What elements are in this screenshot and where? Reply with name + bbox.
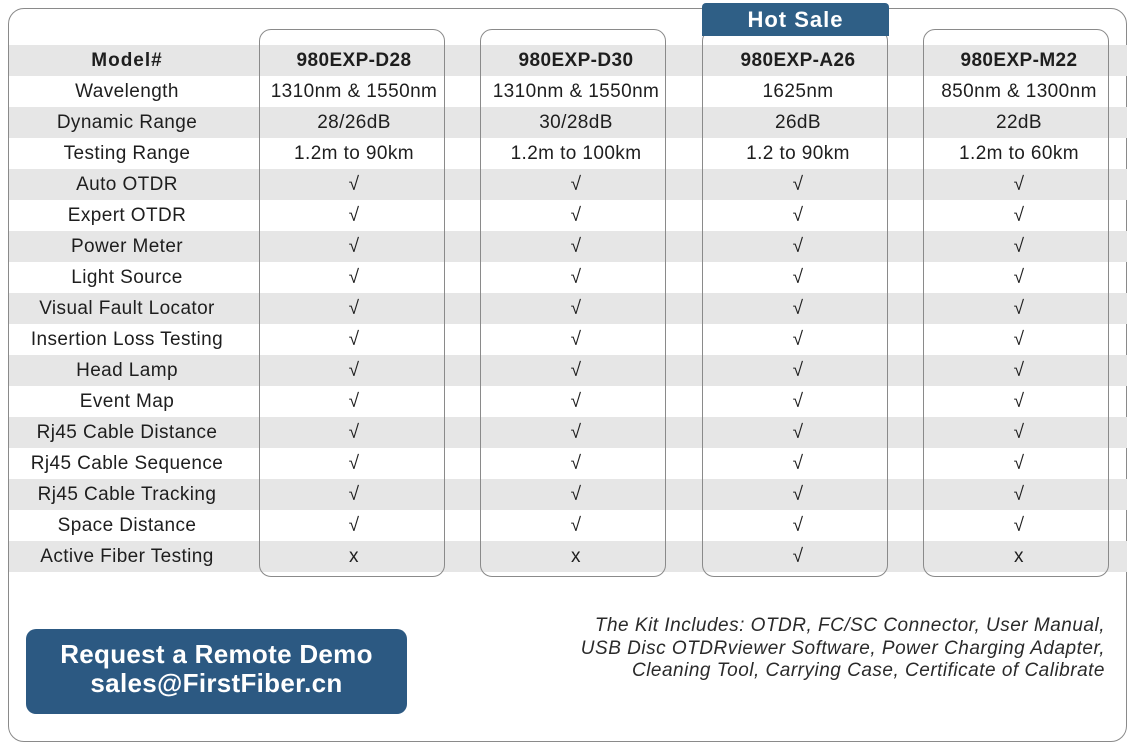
feature-label: Rj45 Cable Tracking [37,484,217,505]
model-name: 980EXP-D30 [518,50,634,71]
feature-value: x [571,546,581,567]
demo-email[interactable]: sales@FirstFiber.cn [90,668,343,698]
feature-label: Dynamic Range [56,112,198,133]
feature-value: x [349,546,359,567]
feature-row [9,541,1127,572]
feature-value: 1.2m to 100km [510,143,642,164]
kit-line: USB Disc OTDRviewer Software, Power Charging Adapter, [580,637,1105,659]
feature-row [9,448,1127,479]
feature-value: √ [570,298,582,319]
feature-label: Insertion Loss Testing [30,329,224,350]
feature-value: √ [570,422,582,443]
feature-row [9,138,1127,169]
feature-row [9,107,1127,138]
feature-row [9,200,1127,231]
feature-value: √ [1013,360,1025,381]
feature-value: √ [792,267,804,288]
feature-value: √ [1013,298,1025,319]
feature-value: √ [1013,391,1025,412]
hot-sale-badge: Hot Sale [702,3,889,36]
feature-value: √ [348,391,360,412]
feature-value: √ [570,267,582,288]
feature-value: √ [1013,515,1025,536]
feature-value: 26dB [775,112,821,133]
feature-row [9,417,1127,448]
feature-row [9,231,1127,262]
feature-label: Testing Range [63,143,191,164]
demo-line-1: Request a Remote Demo [60,639,373,669]
feature-row [9,386,1127,417]
feature-value: √ [1013,174,1025,195]
feature-row [9,324,1127,355]
feature-value: √ [348,453,360,474]
feature-label: Event Map [79,391,175,412]
feature-row [9,479,1127,510]
feature-value: 1.2m to 90km [294,143,414,164]
feature-value: √ [792,205,804,226]
feature-value: √ [570,329,582,350]
header-row [9,45,1127,76]
feature-value: √ [792,453,804,474]
model-name: 980EXP-D28 [296,50,412,71]
feature-value: 1.2 to 90km [746,143,850,164]
feature-value: √ [348,236,360,257]
feature-value: √ [348,205,360,226]
feature-value: √ [1013,484,1025,505]
feature-value: √ [348,360,360,381]
feature-row [9,293,1127,324]
request-demo-button[interactable] [26,629,407,714]
model-name: 980EXP-A26 [740,50,856,71]
feature-label: Active Fiber Testing [40,546,214,567]
feature-row [9,76,1127,107]
feature-value: √ [348,267,360,288]
feature-value: √ [792,236,804,257]
feature-value: √ [570,174,582,195]
feature-value: 1310nm & 1550nm [270,81,438,102]
feature-value: √ [570,236,582,257]
feature-value: √ [348,422,360,443]
feature-value: √ [348,515,360,536]
feature-row [9,355,1127,386]
kit-line: The Kit Includes: OTDR, FC/SC Connector, User Manual, [594,615,1105,636]
feature-value: √ [1013,422,1025,443]
feature-row [9,262,1127,293]
feature-value: 1.2m to 60km [959,143,1079,164]
feature-value: √ [348,484,360,505]
feature-value: 28/26dB [317,112,391,133]
feature-value: 22dB [996,112,1042,133]
feature-value: 30/28dB [539,112,613,133]
model-name: 980EXP-M22 [960,50,1078,71]
feature-value: √ [1013,236,1025,257]
feature-value: 850nm & 1300nm [941,81,1097,102]
feature-value: √ [792,329,804,350]
feature-label: Visual Fault Locator [39,298,215,319]
feature-label: Auto OTDR [76,174,178,195]
model-header-label: Model# [91,50,163,71]
feature-value: √ [570,360,582,381]
feature-value: √ [792,360,804,381]
feature-value: √ [348,329,360,350]
feature-label: Wavelength [75,81,179,102]
feature-value: √ [570,205,582,226]
feature-label: Power Meter [70,236,184,257]
kit-includes-text [505,615,1105,683]
feature-value: √ [792,391,804,412]
feature-value: x [1014,546,1024,567]
feature-value: √ [1013,267,1025,288]
feature-value: √ [792,298,804,319]
feature-label: Expert OTDR [67,205,187,226]
feature-label: Light Source [71,267,183,288]
feature-value: 1625nm [762,81,834,102]
feature-value: √ [570,484,582,505]
feature-row [9,169,1127,200]
feature-value: 1310nm & 1550nm [492,81,660,102]
feature-value: √ [792,484,804,505]
feature-value: √ [348,174,360,195]
feature-value: √ [1013,453,1025,474]
feature-value: √ [792,422,804,443]
feature-value: √ [1013,205,1025,226]
feature-value: √ [570,515,582,536]
feature-value: √ [1013,329,1025,350]
feature-value: √ [792,174,804,195]
feature-value: √ [348,298,360,319]
feature-row [9,510,1127,541]
feature-label: Space Distance [57,515,197,536]
feature-value: √ [570,391,582,412]
feature-value: √ [792,546,804,567]
feature-label: Rj45 Cable Sequence [30,453,224,474]
feature-value: √ [792,515,804,536]
feature-value: √ [570,453,582,474]
feature-label: Rj45 Cable Distance [36,422,218,443]
feature-label: Head Lamp [76,360,178,381]
kit-line: Cleaning Tool, Carrying Case, Certificate of Calibrate [631,660,1105,681]
